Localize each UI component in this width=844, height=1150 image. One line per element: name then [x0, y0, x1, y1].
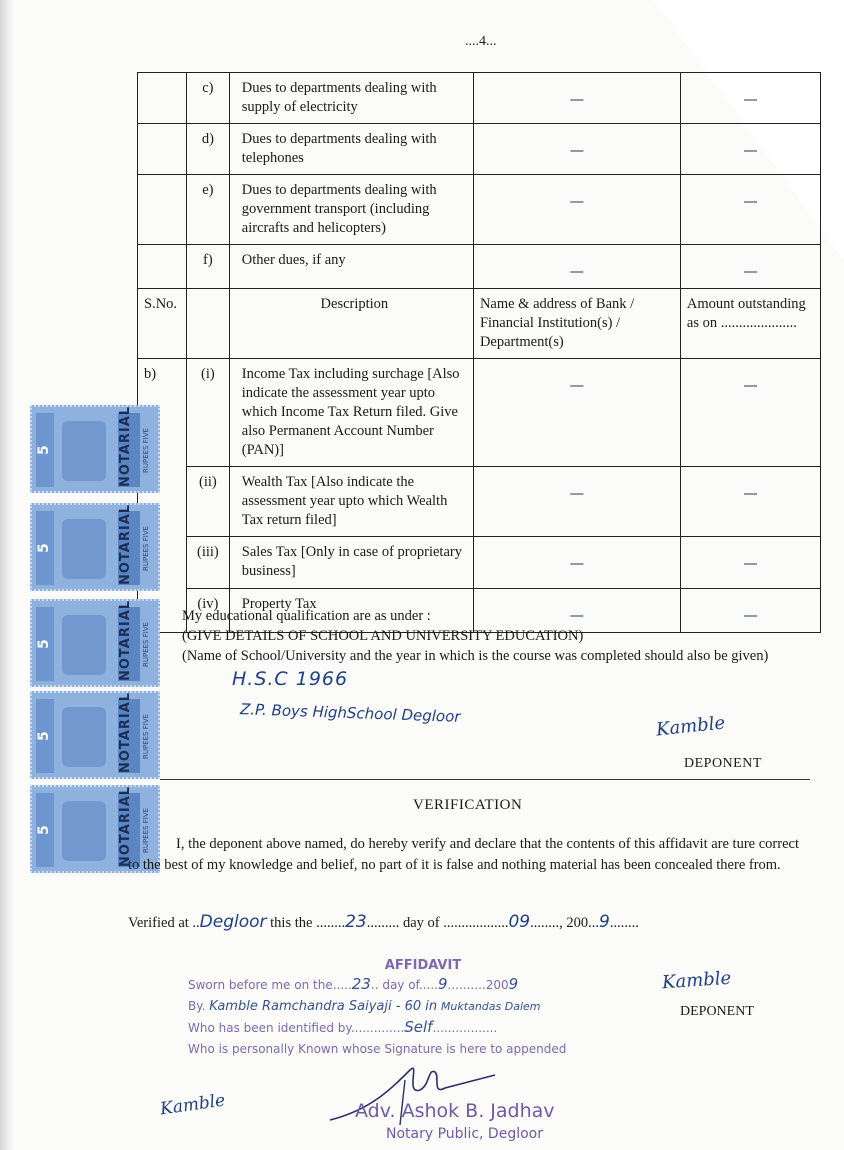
row-label: (iii) [186, 537, 229, 589]
deponent-signature-2: Kamble [661, 967, 732, 994]
stamp-subtext: RUPEES FIVE [142, 621, 150, 667]
table-header-row [138, 289, 821, 359]
row-description: Property Tax [229, 589, 473, 633]
table-row [138, 359, 821, 467]
stamp-value: 5 [36, 699, 54, 773]
stamp-subtext: RUPEES FIVE [142, 525, 150, 571]
table-row [138, 175, 821, 245]
row-bank-value [473, 359, 680, 467]
row-section-cell [138, 124, 187, 175]
row-amount-value [680, 175, 820, 245]
amount-dash: — [743, 556, 758, 572]
notarial-stamp [30, 405, 160, 493]
row-section-cell [138, 245, 187, 289]
row-label: e) [186, 175, 229, 245]
notarial-stamp [30, 599, 160, 687]
education-line3: (Name of School/University and the year in which is the course was completed should also be given) [182, 648, 769, 664]
notary-stamp [188, 958, 658, 1060]
verification-title: VERIFICATION [413, 797, 523, 813]
deponent-label: DEPONENT [684, 756, 762, 771]
emblem-icon [62, 421, 106, 481]
known-line: Who is personally Known whose Signature is here to appended [188, 1042, 567, 1056]
row-description: Dues to departments dealing with telephones [229, 124, 473, 175]
row-description: Dues to departments dealing with supply of electricity [229, 73, 473, 124]
header-amount: Amount outstanding as on ..................... [680, 289, 820, 359]
stamp-text: NOTARIAL [118, 511, 140, 585]
bank-dash: — [569, 486, 585, 502]
page-number: ....4... [465, 34, 497, 49]
row-amount-value [680, 124, 820, 175]
row-bank-value [473, 175, 680, 245]
notary-name: Adv. Ashok B. Jadhav [355, 1100, 555, 1122]
by-line: By. Kamble Ramchandra Saiyaji - 60 in Muktandas Dalem [188, 999, 541, 1014]
bank-dash: — [569, 264, 585, 280]
row-bank-value [473, 537, 680, 589]
liabilities-table [137, 72, 821, 633]
row-label: (i) [186, 359, 229, 467]
stamp-subtext: RUPEES FIVE [142, 807, 150, 853]
row-description: Income Tax including surchage [Also indicate the assessment year upto which Income Tax Return filed. Give also Permanent Account Number (PAN)] [229, 359, 473, 467]
row-label: d) [186, 124, 229, 175]
header-bank: Name & address of Bank / Financial Institution(s) / Department(s) [473, 289, 680, 359]
amount-dash: — [743, 92, 758, 108]
amount-dash: — [743, 194, 758, 210]
amount-dash: — [743, 378, 758, 394]
stamp-value: 5 [36, 793, 54, 867]
notary-role: Notary Public, Degloor [386, 1126, 543, 1142]
section-divider [160, 779, 810, 780]
bank-dash: — [569, 556, 585, 572]
stamp-text: NOTARIAL [118, 413, 140, 487]
bank-dash: — [569, 143, 585, 159]
amount-dash: — [743, 486, 758, 502]
row-amount-value [680, 359, 820, 467]
row-section-cell: b) [138, 359, 187, 633]
identified-line: Who has been identified by..............Self................. [188, 1018, 498, 1036]
row-bank-value [473, 467, 680, 537]
row-section-cell [138, 175, 187, 245]
stamp-text: NOTARIAL [118, 607, 140, 681]
education-line1: My educational qualification are as under : [182, 608, 431, 624]
row-description: Wealth Tax [Also indicate the assessment year upto which Wealth Tax return filed] [229, 467, 473, 537]
emblem-icon [62, 519, 106, 579]
page-shadow [0, 0, 14, 1150]
amount-dash: — [743, 608, 758, 624]
bank-dash: — [569, 92, 585, 108]
sworn-line: Sworn before me on the.....23.. day of.....9..........2009 [188, 975, 519, 993]
stamp-value: 5 [36, 607, 54, 681]
amount-dash: — [743, 143, 758, 159]
deponent-signature-3: Kamble [158, 1090, 227, 1120]
bank-dash: — [569, 194, 585, 210]
row-label: f) [186, 245, 229, 289]
stamp-subtext: RUPEES FIVE [142, 713, 150, 759]
stamp-value: 5 [36, 511, 54, 585]
row-amount-value [680, 73, 820, 124]
row-description: Other dues, if any [229, 245, 473, 289]
stamp-subtext: RUPEES FIVE [142, 427, 150, 473]
stamp-value: 5 [36, 413, 54, 487]
notarial-stamps [30, 405, 168, 875]
verification-text: I, the deponent above named, do hereby verify and declare that the contents of this affidavit are ture correct to the best of my knowledge and belief, no part of it is false and nothing material has been concealed there from. [128, 836, 799, 873]
tax-body [138, 359, 821, 633]
row-section-cell [138, 73, 187, 124]
notarial-stamp [30, 691, 160, 779]
header-description: Description [229, 289, 473, 359]
row-bank-value [473, 73, 680, 124]
row-amount-value [680, 245, 820, 289]
handwritten-qualification: H.S.C 1966 [232, 668, 349, 690]
header-sno: S.No. [138, 289, 187, 359]
education-section [182, 606, 782, 666]
row-label: c) [186, 73, 229, 124]
stamp-text: NOTARIAL [118, 699, 140, 773]
bank-dash: — [569, 608, 585, 624]
verified-place: Degloor [199, 912, 267, 932]
dues-body [138, 73, 821, 289]
row-bank-value [473, 245, 680, 289]
emblem-icon [62, 801, 106, 861]
handwritten-school: Z.P. Boys HighSchool Degloor [239, 700, 461, 726]
emblem-icon [62, 615, 106, 675]
table-row [138, 245, 821, 289]
notarial-stamp [30, 503, 160, 591]
notary-title: AFFIDAVIT [384, 958, 462, 973]
row-label: (iv) [186, 589, 229, 633]
row-label: (ii) [186, 467, 229, 537]
verified-at-line: Verified at ..Degloor this the ........23......... day of ..................09........, 200...9........ [128, 912, 639, 932]
education-line2: (GIVE DETAILS OF SCHOOL AND UNIVERSITY EDUCATION) [182, 628, 584, 644]
emblem-icon [62, 707, 106, 767]
row-description: Sales Tax [Only in case of proprietary business] [229, 537, 473, 589]
deponent-label-2: DEPONENT [680, 1004, 754, 1019]
bank-dash: — [569, 378, 585, 394]
verified-month: 09 [508, 912, 531, 932]
table-row [138, 467, 821, 537]
verified-year: 9 [599, 912, 610, 932]
deponent-signature-1: Kamble [655, 712, 727, 741]
table-row [138, 124, 821, 175]
row-amount-value [680, 467, 820, 537]
amount-dash: — [743, 264, 758, 280]
table-row [138, 537, 821, 589]
row-amount-value [680, 537, 820, 589]
verified-day: 23 [345, 912, 367, 932]
stamp-text: NOTARIAL [118, 793, 140, 867]
row-description: Dues to departments dealing with government transport (including aircrafts and helicopters) [229, 175, 473, 245]
row-bank-value [473, 124, 680, 175]
table-row [138, 73, 821, 124]
